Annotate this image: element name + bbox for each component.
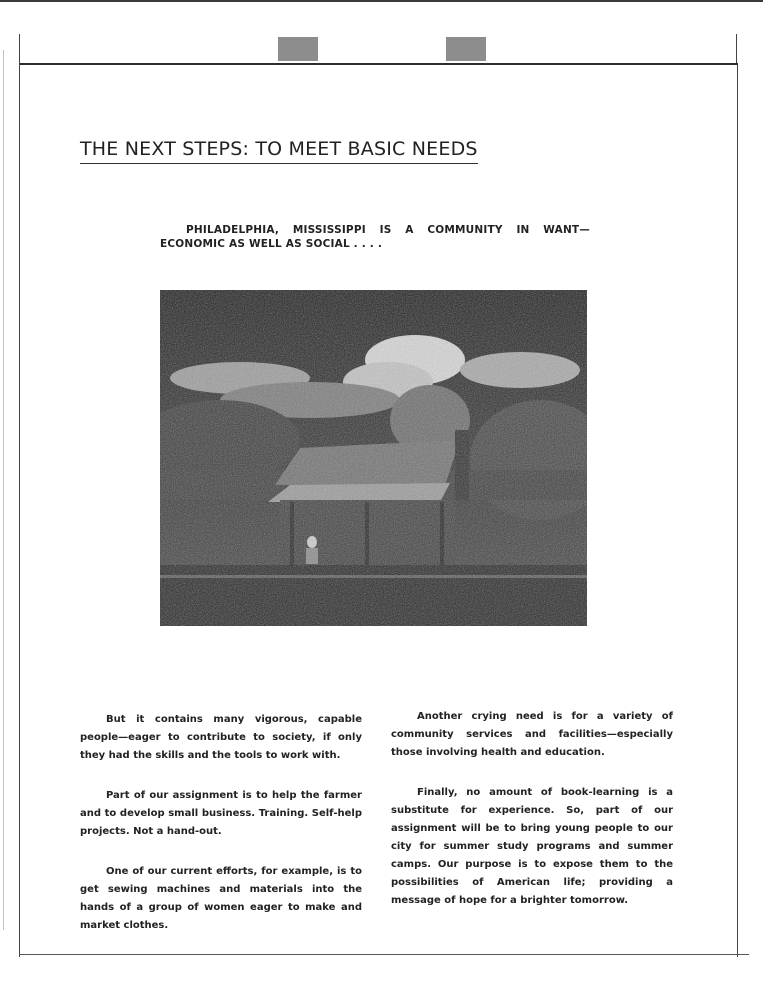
right-text-column: [391, 708, 673, 932]
paragraph: Part of our assignment is to help the farmer and to develop small business. Training. Self-help projects. Not a hand-out.: [80, 790, 362, 837]
intro-statement: PHILADELPHIA, MISSISSIPPI IS A COMMUNITY IN WANT—ECONOMIC AS WELL AS SOCIAL . . . .: [160, 224, 590, 250]
binder-tab-left: [278, 37, 318, 61]
page-title: THE NEXT STEPS: TO MEET BASIC NEEDS: [80, 138, 478, 164]
paragraph: But it contains many vigorous, capable people—eager to contribute to society, if only they had the skills and the tools to work with.: [80, 714, 362, 761]
binder-line-left: [19, 34, 20, 64]
binder-line-right: [736, 34, 737, 64]
page-left-edge: [3, 50, 4, 930]
paragraph: One of our current efforts, for example, is to get sewing machines and materials into the hands of a group of women eager to make and market clothes.: [80, 866, 362, 931]
cabin-photo: [160, 290, 587, 626]
binder-tab-right: [446, 37, 486, 61]
paragraph: Finally, no amount of book-learning is a substitute for experience. So, part of our assignment will be to bring young people to our city for summer study programs and summer camps. Our purpose is to expose them to the possibilities of American life; providing a message of hope for a brighter tomorrow.: [391, 787, 673, 906]
cabin-photo-icon: [160, 290, 587, 626]
page-top-edge: [0, 0, 763, 2]
left-text-column: [80, 711, 362, 957]
paragraph: Another crying need is for a variety of community services and facilities—especially those involving health and education.: [391, 711, 673, 758]
